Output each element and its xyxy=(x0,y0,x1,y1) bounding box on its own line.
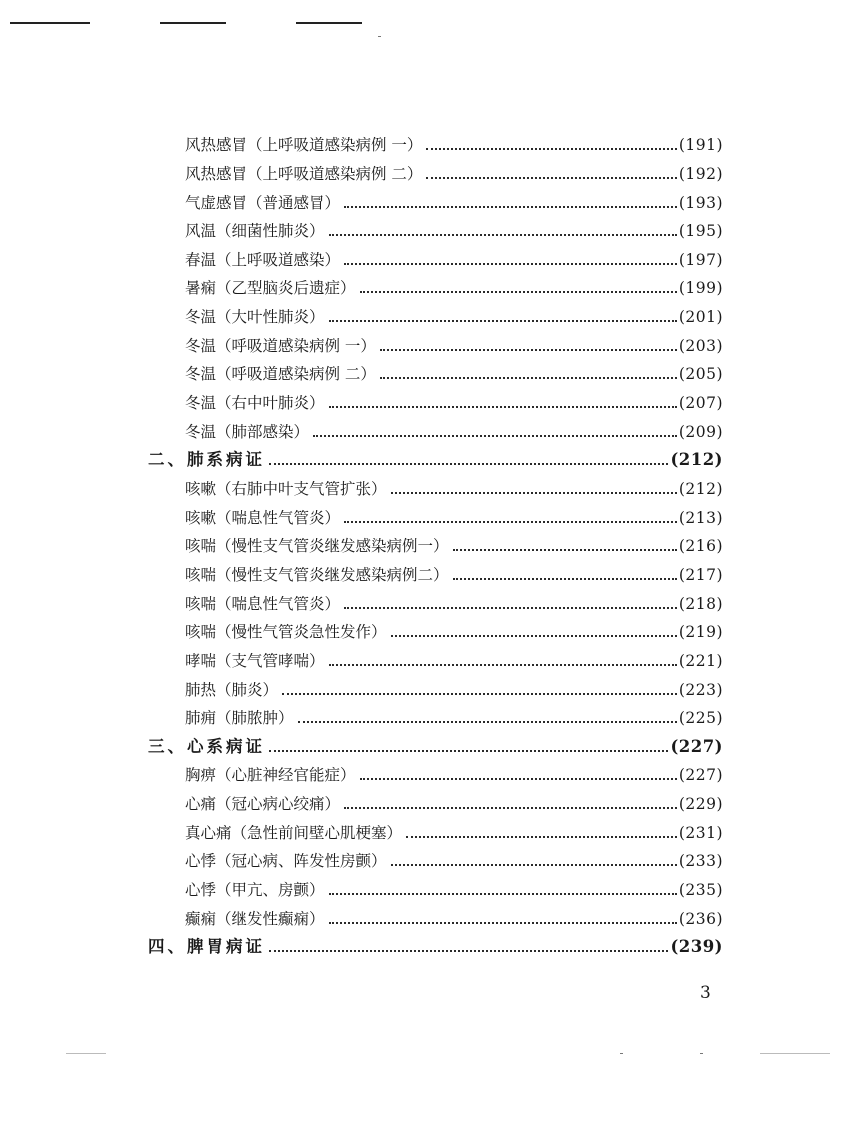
toc-entry-title: 冬温（大叶性肺炎） xyxy=(185,308,325,326)
toc-leader-dots xyxy=(269,949,668,952)
toc-entry[interactable] xyxy=(185,273,723,299)
toc-entry-page: (197) xyxy=(678,251,723,269)
toc-entry[interactable] xyxy=(185,560,723,586)
toc-entry[interactable] xyxy=(185,589,723,615)
toc-entry[interactable] xyxy=(185,302,723,328)
toc-entry-title: 癫痫（继发性癫痫） xyxy=(185,910,325,928)
page-number: 3 xyxy=(700,983,711,1003)
toc-entry[interactable] xyxy=(185,646,723,672)
toc-leader-dots xyxy=(391,863,677,866)
toc-entry-title: 胸痹（心脏神经官能症） xyxy=(185,766,356,784)
toc-leader-dots xyxy=(406,835,677,838)
toc-entry-page: (227) xyxy=(678,766,723,784)
toc-entry-title: 肺热（肺炎） xyxy=(185,681,279,699)
toc-entry-page: (192) xyxy=(678,165,723,183)
toc-section-heading[interactable] xyxy=(148,732,723,758)
toc-entry-page: (231) xyxy=(678,824,723,842)
toc-entry[interactable] xyxy=(185,216,723,242)
toc-entry-page: (218) xyxy=(678,595,723,613)
toc-entry[interactable] xyxy=(185,760,723,786)
toc-leader-dots xyxy=(426,176,676,179)
scan-speck xyxy=(378,36,381,37)
toc-entry-title: 春温（上呼吸道感染） xyxy=(185,251,341,269)
toc-leader-dots xyxy=(391,491,677,494)
toc-entry-page: (217) xyxy=(678,566,723,584)
toc-leader-dots xyxy=(344,262,677,265)
toc-entry[interactable] xyxy=(185,331,723,357)
toc-leader-dots xyxy=(282,692,677,695)
toc-entry-title: 四、脾胃病证 xyxy=(148,937,265,956)
toc-entry-title: 咳喘（慢性支气管炎继发感染病例一） xyxy=(185,537,449,555)
toc-entry-page: (219) xyxy=(678,623,723,641)
scan-speck xyxy=(760,1053,830,1054)
toc-entry-page: (193) xyxy=(678,194,723,212)
toc-entry[interactable] xyxy=(185,789,723,815)
toc-entry-page: (191) xyxy=(678,136,723,154)
scan-speck xyxy=(700,1053,703,1054)
toc-leader-dots xyxy=(329,921,677,924)
toc-entry-page: (212) xyxy=(678,480,723,498)
toc-entry-page: (223) xyxy=(678,681,723,699)
toc-entry-page: (239) xyxy=(670,937,723,956)
toc-entry-title: 真心痛（急性前间壁心肌梗塞） xyxy=(185,824,403,842)
toc-entry[interactable] xyxy=(185,675,723,701)
toc-entry-title: 咳喘（慢性支气管炎继发感染病例二） xyxy=(185,566,449,584)
toc-leader-dots xyxy=(269,462,668,465)
toc-leader-dots xyxy=(329,319,677,322)
toc-leader-dots xyxy=(453,577,677,580)
toc-entry[interactable] xyxy=(185,818,723,844)
toc-leader-dots xyxy=(344,205,677,208)
toc-entry[interactable] xyxy=(185,474,723,500)
toc-leader-dots xyxy=(298,720,677,723)
toc-entry[interactable] xyxy=(185,904,723,930)
toc-entry[interactable] xyxy=(185,388,723,414)
toc-entry-title: 冬温（肺部感染） xyxy=(185,423,310,441)
toc-entry-title: 二、肺系病证 xyxy=(148,450,265,469)
toc-leader-dots xyxy=(329,405,677,408)
toc-entry-title: 心悸（冠心病、阵发性房颤） xyxy=(185,852,387,870)
toc-leader-dots xyxy=(360,777,677,780)
toc-leader-dots xyxy=(344,520,677,523)
toc-entry-page: (235) xyxy=(678,881,723,899)
toc-entry[interactable] xyxy=(185,130,723,156)
toc-leader-dots xyxy=(380,376,677,379)
toc-entry-title: 肺痈（肺脓肿） xyxy=(185,709,294,727)
toc-entry-title: 三、心系病证 xyxy=(148,737,265,756)
toc-leader-dots xyxy=(391,634,677,637)
toc-leader-dots xyxy=(344,606,677,609)
toc-entry[interactable] xyxy=(185,245,723,271)
header-rule-left xyxy=(10,22,90,24)
toc-leader-dots xyxy=(329,233,677,236)
toc-entry-page: (201) xyxy=(678,308,723,326)
toc-entry-title: 哮喘（支气管哮喘） xyxy=(185,652,325,670)
toc-entry-title: 风热感冒（上呼吸道感染病例 二） xyxy=(185,165,423,183)
toc-leader-dots xyxy=(329,892,677,895)
toc-leader-dots xyxy=(269,749,668,752)
toc-entry-title: 心痛（冠心病心绞痛） xyxy=(185,795,341,813)
toc-entry[interactable] xyxy=(185,359,723,385)
toc-leader-dots xyxy=(426,147,676,150)
toc-entry-title: 冬温（右中叶肺炎） xyxy=(185,394,325,412)
toc-entry-page: (207) xyxy=(678,394,723,412)
toc-entry-title: 咳嗽（右肺中叶支气管扩张） xyxy=(185,480,387,498)
toc-entry-page: (216) xyxy=(678,537,723,555)
toc-entry-page: (205) xyxy=(678,365,723,383)
toc-entry-page: (209) xyxy=(678,423,723,441)
toc-entry-title: 气虚感冒（普通感冒） xyxy=(185,194,341,212)
toc-entry[interactable] xyxy=(185,159,723,185)
scan-speck xyxy=(620,1053,623,1054)
toc-section-heading[interactable] xyxy=(148,932,723,958)
toc-entry-page: (229) xyxy=(678,795,723,813)
toc-entry-title: 咳喘（慢性气管炎急性发作） xyxy=(185,623,387,641)
toc-entry[interactable] xyxy=(185,703,723,729)
toc-entry[interactable] xyxy=(185,846,723,872)
toc-entry-page: (227) xyxy=(670,737,723,756)
toc-entry[interactable] xyxy=(185,417,723,443)
toc-entry-title: 冬温（呼吸道感染病例 二） xyxy=(185,365,376,383)
toc-section-heading[interactable] xyxy=(148,445,723,471)
toc-entry-title: 风热感冒（上呼吸道感染病例 一） xyxy=(185,136,423,154)
toc-entry-page: (199) xyxy=(678,279,723,297)
toc-leader-dots xyxy=(313,434,677,437)
header-rule-middle xyxy=(160,22,226,24)
toc-entry-page: (236) xyxy=(678,910,723,928)
toc-leader-dots xyxy=(344,806,677,809)
toc-leader-dots xyxy=(329,663,677,666)
toc-entry[interactable] xyxy=(185,188,723,214)
toc-entry-page: (212) xyxy=(670,450,723,469)
scan-speck xyxy=(66,1053,106,1054)
toc-leader-dots xyxy=(360,290,677,293)
toc-entry[interactable] xyxy=(185,617,723,643)
header-rule-right xyxy=(296,22,362,24)
toc-entry-page: (225) xyxy=(678,709,723,727)
toc-entry-page: (233) xyxy=(678,852,723,870)
toc-entry[interactable] xyxy=(185,531,723,557)
toc-entry[interactable] xyxy=(185,875,723,901)
toc-entry-title: 咳嗽（喘息性气管炎） xyxy=(185,509,341,527)
toc-entry-title: 风温（细菌性肺炎） xyxy=(185,222,325,240)
toc-entry-page: (213) xyxy=(678,509,723,527)
toc-entry[interactable] xyxy=(185,503,723,529)
toc-entry-page: (221) xyxy=(678,652,723,670)
toc-entry-page: (203) xyxy=(678,337,723,355)
toc-leader-dots xyxy=(380,348,677,351)
toc-entry-title: 心悸（甲亢、房颤） xyxy=(185,881,325,899)
toc-entry-title: 冬温（呼吸道感染病例 一） xyxy=(185,337,376,355)
toc-entry-title: 咳喘（喘息性气管炎） xyxy=(185,595,341,613)
toc-leader-dots xyxy=(453,548,677,551)
toc-entry-page: (195) xyxy=(678,222,723,240)
toc-entry-title: 暑痫（乙型脑炎后遗症） xyxy=(185,279,356,297)
